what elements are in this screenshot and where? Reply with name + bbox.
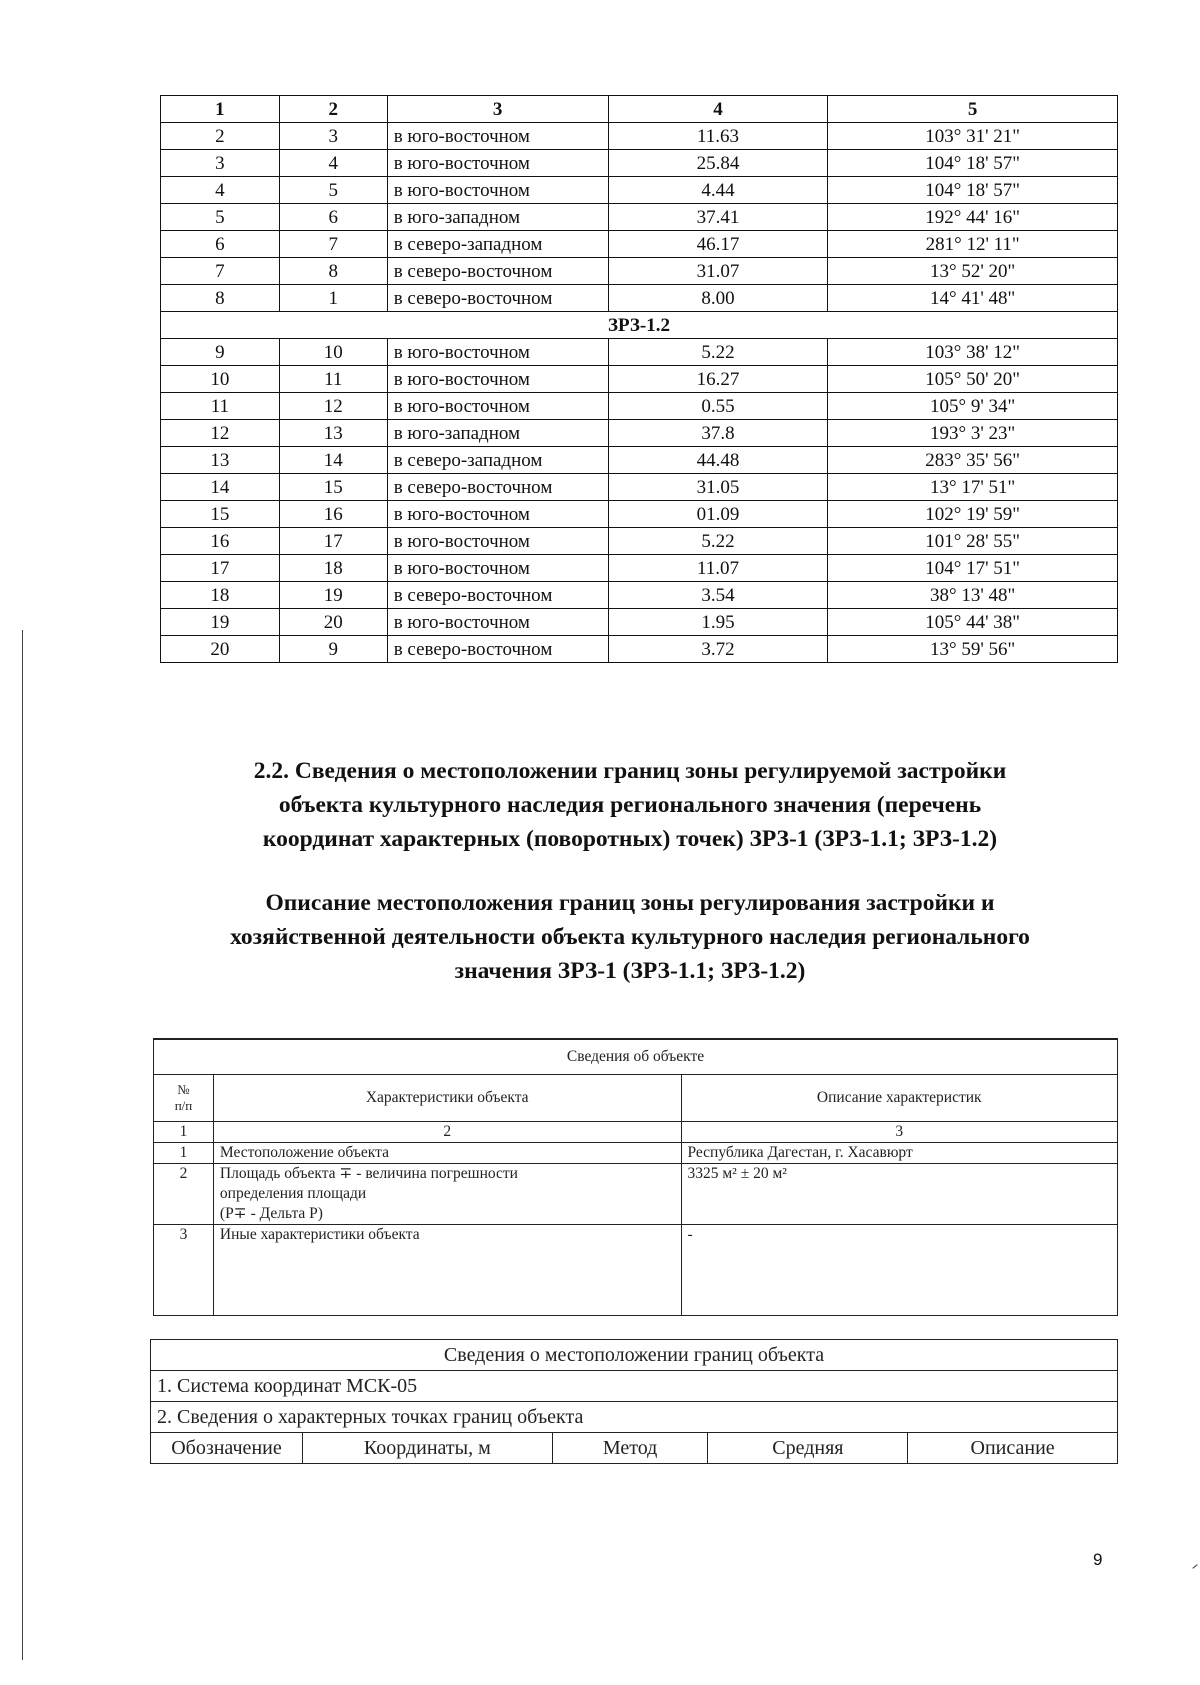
characteristic-cell: Иные характеристики объекта (213, 1225, 681, 1316)
table-row (161, 420, 1118, 447)
direction-cell: в северо-восточном (387, 474, 608, 501)
direction-cell: в юго-западном (387, 420, 608, 447)
column-header: Описание (908, 1433, 1118, 1464)
section-heading (140, 754, 1120, 856)
row-number: 1 (154, 1143, 214, 1164)
table-row (161, 636, 1118, 663)
from-point-cell: 12 (161, 420, 280, 447)
direction-cell: в юго-восточном (387, 501, 608, 528)
direction-cell: в северо-западном (387, 231, 608, 258)
distance-cell: 25.84 (608, 150, 828, 177)
from-point-cell: 2 (161, 123, 280, 150)
distance-cell: 0.55 (608, 393, 828, 420)
direction-cell: в северо-восточном (387, 285, 608, 312)
distance-cell: 8.00 (608, 285, 828, 312)
bearing-cell: 13° 17' 51" (828, 474, 1118, 501)
bearing-table (160, 95, 1118, 663)
bearing-cell: 105° 9' 34" (828, 393, 1118, 420)
description-heading-line: значения ЗРЗ-1 (ЗРЗ-1.1; ЗРЗ-1.2) (454, 958, 806, 984)
table-row (161, 474, 1118, 501)
bearing-cell: 102° 19' 59" (828, 501, 1118, 528)
zone-label-row (161, 312, 1118, 339)
description-cell: Республика Дагестан, г. Хасавюрт (681, 1143, 1118, 1164)
table-row (161, 123, 1118, 150)
bearing-cell: 13° 59' 56" (828, 636, 1118, 663)
distance-cell: 46.17 (608, 231, 828, 258)
points-info-line: 2. Сведения о характерных точках границ объекта (151, 1402, 1118, 1433)
table-row (161, 528, 1118, 555)
bearing-cell: 104° 18' 57" (828, 177, 1118, 204)
distance-cell: 5.22 (608, 528, 828, 555)
direction-cell: в северо-восточном (387, 636, 608, 663)
from-point-cell: 11 (161, 393, 280, 420)
column-header: 4 (608, 96, 828, 123)
direction-cell: в юго-восточном (387, 123, 608, 150)
from-point-cell: 3 (161, 150, 280, 177)
row-number: 2 (154, 1164, 214, 1225)
table-row (161, 204, 1118, 231)
from-point-cell: 20 (161, 636, 280, 663)
scan-artifact-line (22, 630, 23, 1660)
from-point-cell: 5 (161, 204, 280, 231)
description-cell: 3325 м² ± 20 м² (681, 1164, 1118, 1225)
bearing-table-section-b (161, 339, 1118, 663)
to-point-cell: 1 (279, 285, 387, 312)
distance-cell: 4.44 (608, 177, 828, 204)
bearing-cell: 283° 35' 56" (828, 447, 1118, 474)
from-point-cell: 10 (161, 366, 280, 393)
to-point-cell: 8 (279, 258, 387, 285)
to-point-cell: 10 (279, 339, 387, 366)
table-row (161, 555, 1118, 582)
table-row (154, 1164, 1118, 1225)
column-header: Координаты, м (302, 1433, 552, 1464)
to-point-cell: 18 (279, 555, 387, 582)
column-header: Обозначение (151, 1433, 303, 1464)
column-header-description: Описание характеристик (681, 1075, 1118, 1122)
to-point-cell: 7 (279, 231, 387, 258)
table-row (161, 366, 1118, 393)
bearing-cell: 103° 38' 12" (828, 339, 1118, 366)
section-heading-line: координат характерных (поворотных) точек) ЗРЗ-1 (ЗРЗ-1.1; ЗРЗ-1.2) (262, 826, 998, 852)
section-heading-line: объекта культурного наследия регионального значения (перечень (278, 792, 982, 818)
table-header-row (151, 1433, 1118, 1464)
distance-cell: 5.22 (608, 339, 828, 366)
distance-cell: 31.07 (608, 258, 828, 285)
description-heading (140, 886, 1120, 988)
direction-cell: в юго-западном (387, 204, 608, 231)
table-row (161, 339, 1118, 366)
characteristic-line: Площадь объекта ∓ - величина погрешности (219, 1165, 518, 1182)
from-point-cell: 13 (161, 447, 280, 474)
direction-cell: в юго-восточном (387, 177, 608, 204)
bearing-cell: 103° 31' 21" (828, 123, 1118, 150)
distance-cell: 31.05 (608, 474, 828, 501)
bearing-cell: 104° 17' 51" (828, 555, 1118, 582)
from-point-cell: 15 (161, 501, 280, 528)
direction-cell: в юго-восточном (387, 150, 608, 177)
table-row (161, 447, 1118, 474)
direction-cell: в юго-восточном (387, 393, 608, 420)
boundary-info-table (150, 1339, 1118, 1464)
page-number: 9 (1093, 1550, 1103, 1569)
from-point-cell: 19 (161, 609, 280, 636)
from-point-cell: 7 (161, 258, 280, 285)
table-row (161, 177, 1118, 204)
object-info-table (153, 1038, 1118, 1316)
table-caption-row (151, 1340, 1118, 1371)
number-abbrev: п/п (174, 1098, 193, 1113)
distance-cell: 3.72 (608, 636, 828, 663)
characteristic-line: (Р∓ - Дельта Р) (219, 1205, 323, 1222)
distance-cell: 37.8 (608, 420, 828, 447)
table-row (151, 1402, 1118, 1433)
table-caption-row (154, 1039, 1118, 1075)
from-point-cell: 8 (161, 285, 280, 312)
bearing-cell: 192° 44' 16" (828, 204, 1118, 231)
to-point-cell: 11 (279, 366, 387, 393)
bearing-cell: 13° 52' 20" (828, 258, 1118, 285)
table-row (161, 258, 1118, 285)
boundary-info-caption: Сведения о местоположении границ объекта (151, 1340, 1118, 1371)
column-number-row (154, 1122, 1118, 1143)
direction-cell: в юго-восточном (387, 366, 608, 393)
number-sign: № (177, 1082, 190, 1097)
to-point-cell: 16 (279, 501, 387, 528)
bearing-cell: 193° 3' 23" (828, 420, 1118, 447)
table-row (161, 285, 1118, 312)
from-point-cell: 9 (161, 339, 280, 366)
section-heading-line: 2.2. Сведения о местоположении границ зоны регулируемой застройки (253, 758, 1007, 784)
characteristic-line: определения площади (219, 1185, 367, 1202)
direction-cell: в юго-восточном (387, 609, 608, 636)
column-header: 1 (161, 96, 280, 123)
from-point-cell: 17 (161, 555, 280, 582)
distance-cell: 37.41 (608, 204, 828, 231)
table-row (161, 393, 1118, 420)
direction-cell: в северо-восточном (387, 582, 608, 609)
distance-cell: 01.09 (608, 501, 828, 528)
to-point-cell: 17 (279, 528, 387, 555)
to-point-cell: 19 (279, 582, 387, 609)
to-point-cell: 13 (279, 420, 387, 447)
table-row (161, 582, 1118, 609)
direction-cell: в юго-восточном (387, 339, 608, 366)
characteristic-cell: Местоположение объекта (213, 1143, 681, 1164)
coordinate-system-line: 1. Система координат МСК-05 (151, 1371, 1118, 1402)
object-info-caption: Сведения об объекте (154, 1039, 1118, 1075)
bearing-cell: 281° 12' 11" (828, 231, 1118, 258)
to-point-cell: 4 (279, 150, 387, 177)
to-point-cell: 20 (279, 609, 387, 636)
table-row (161, 150, 1118, 177)
bearing-cell: 101° 28' 55" (828, 528, 1118, 555)
table-row (151, 1371, 1118, 1402)
bearing-cell: 38° 13' 48" (828, 582, 1118, 609)
distance-cell: 11.63 (608, 123, 828, 150)
distance-cell: 3.54 (608, 582, 828, 609)
to-point-cell: 6 (279, 204, 387, 231)
to-point-cell: 3 (279, 123, 387, 150)
from-point-cell: 18 (161, 582, 280, 609)
bearing-cell: 105° 50' 20" (828, 366, 1118, 393)
distance-cell: 16.27 (608, 366, 828, 393)
row-number: 3 (154, 1225, 214, 1316)
to-point-cell: 9 (279, 636, 387, 663)
column-header: 3 (387, 96, 608, 123)
from-point-cell: 16 (161, 528, 280, 555)
description-heading-line: хозяйственной деятельности объекта культурного наследия регионального (230, 924, 1030, 950)
direction-cell: в юго-восточном (387, 528, 608, 555)
from-point-cell: 6 (161, 231, 280, 258)
direction-cell: в юго-восточном (387, 555, 608, 582)
scan-artifact-mark (1192, 1564, 1197, 1569)
distance-cell: 11.07 (608, 555, 828, 582)
column-number: 2 (213, 1122, 681, 1143)
table-row (161, 501, 1118, 528)
table-row (161, 231, 1118, 258)
table-header-row (161, 96, 1118, 123)
characteristic-cell (213, 1164, 681, 1225)
from-point-cell: 4 (161, 177, 280, 204)
table-row (154, 1143, 1118, 1164)
column-header: 5 (828, 96, 1118, 123)
direction-cell: в северо-восточном (387, 258, 608, 285)
description-heading-line: Описание местоположения границ зоны регулирования застройки и (265, 890, 995, 916)
zone-label: ЗРЗ-1.2 (161, 312, 1118, 339)
column-number: 1 (154, 1122, 214, 1143)
column-header-number (154, 1075, 214, 1122)
column-header: Метод (552, 1433, 708, 1464)
bearing-cell: 105° 44' 38" (828, 609, 1118, 636)
direction-cell: в северо-западном (387, 447, 608, 474)
zone-row-group (161, 312, 1118, 339)
table-row (154, 1225, 1118, 1316)
distance-cell: 1.95 (608, 609, 828, 636)
distance-cell: 44.48 (608, 447, 828, 474)
column-header-characteristics: Характеристики объекта (213, 1075, 681, 1122)
from-point-cell: 14 (161, 474, 280, 501)
column-header: 2 (279, 96, 387, 123)
to-point-cell: 12 (279, 393, 387, 420)
bearing-table-section-a (161, 96, 1118, 312)
column-number: 3 (681, 1122, 1118, 1143)
to-point-cell: 14 (279, 447, 387, 474)
table-row (161, 609, 1118, 636)
description-cell: - (681, 1225, 1118, 1316)
to-point-cell: 15 (279, 474, 387, 501)
bearing-cell: 14° 41' 48" (828, 285, 1118, 312)
to-point-cell: 5 (279, 177, 387, 204)
column-header: Средняя (708, 1433, 908, 1464)
bearing-cell: 104° 18' 57" (828, 150, 1118, 177)
table-header-row (154, 1075, 1118, 1122)
